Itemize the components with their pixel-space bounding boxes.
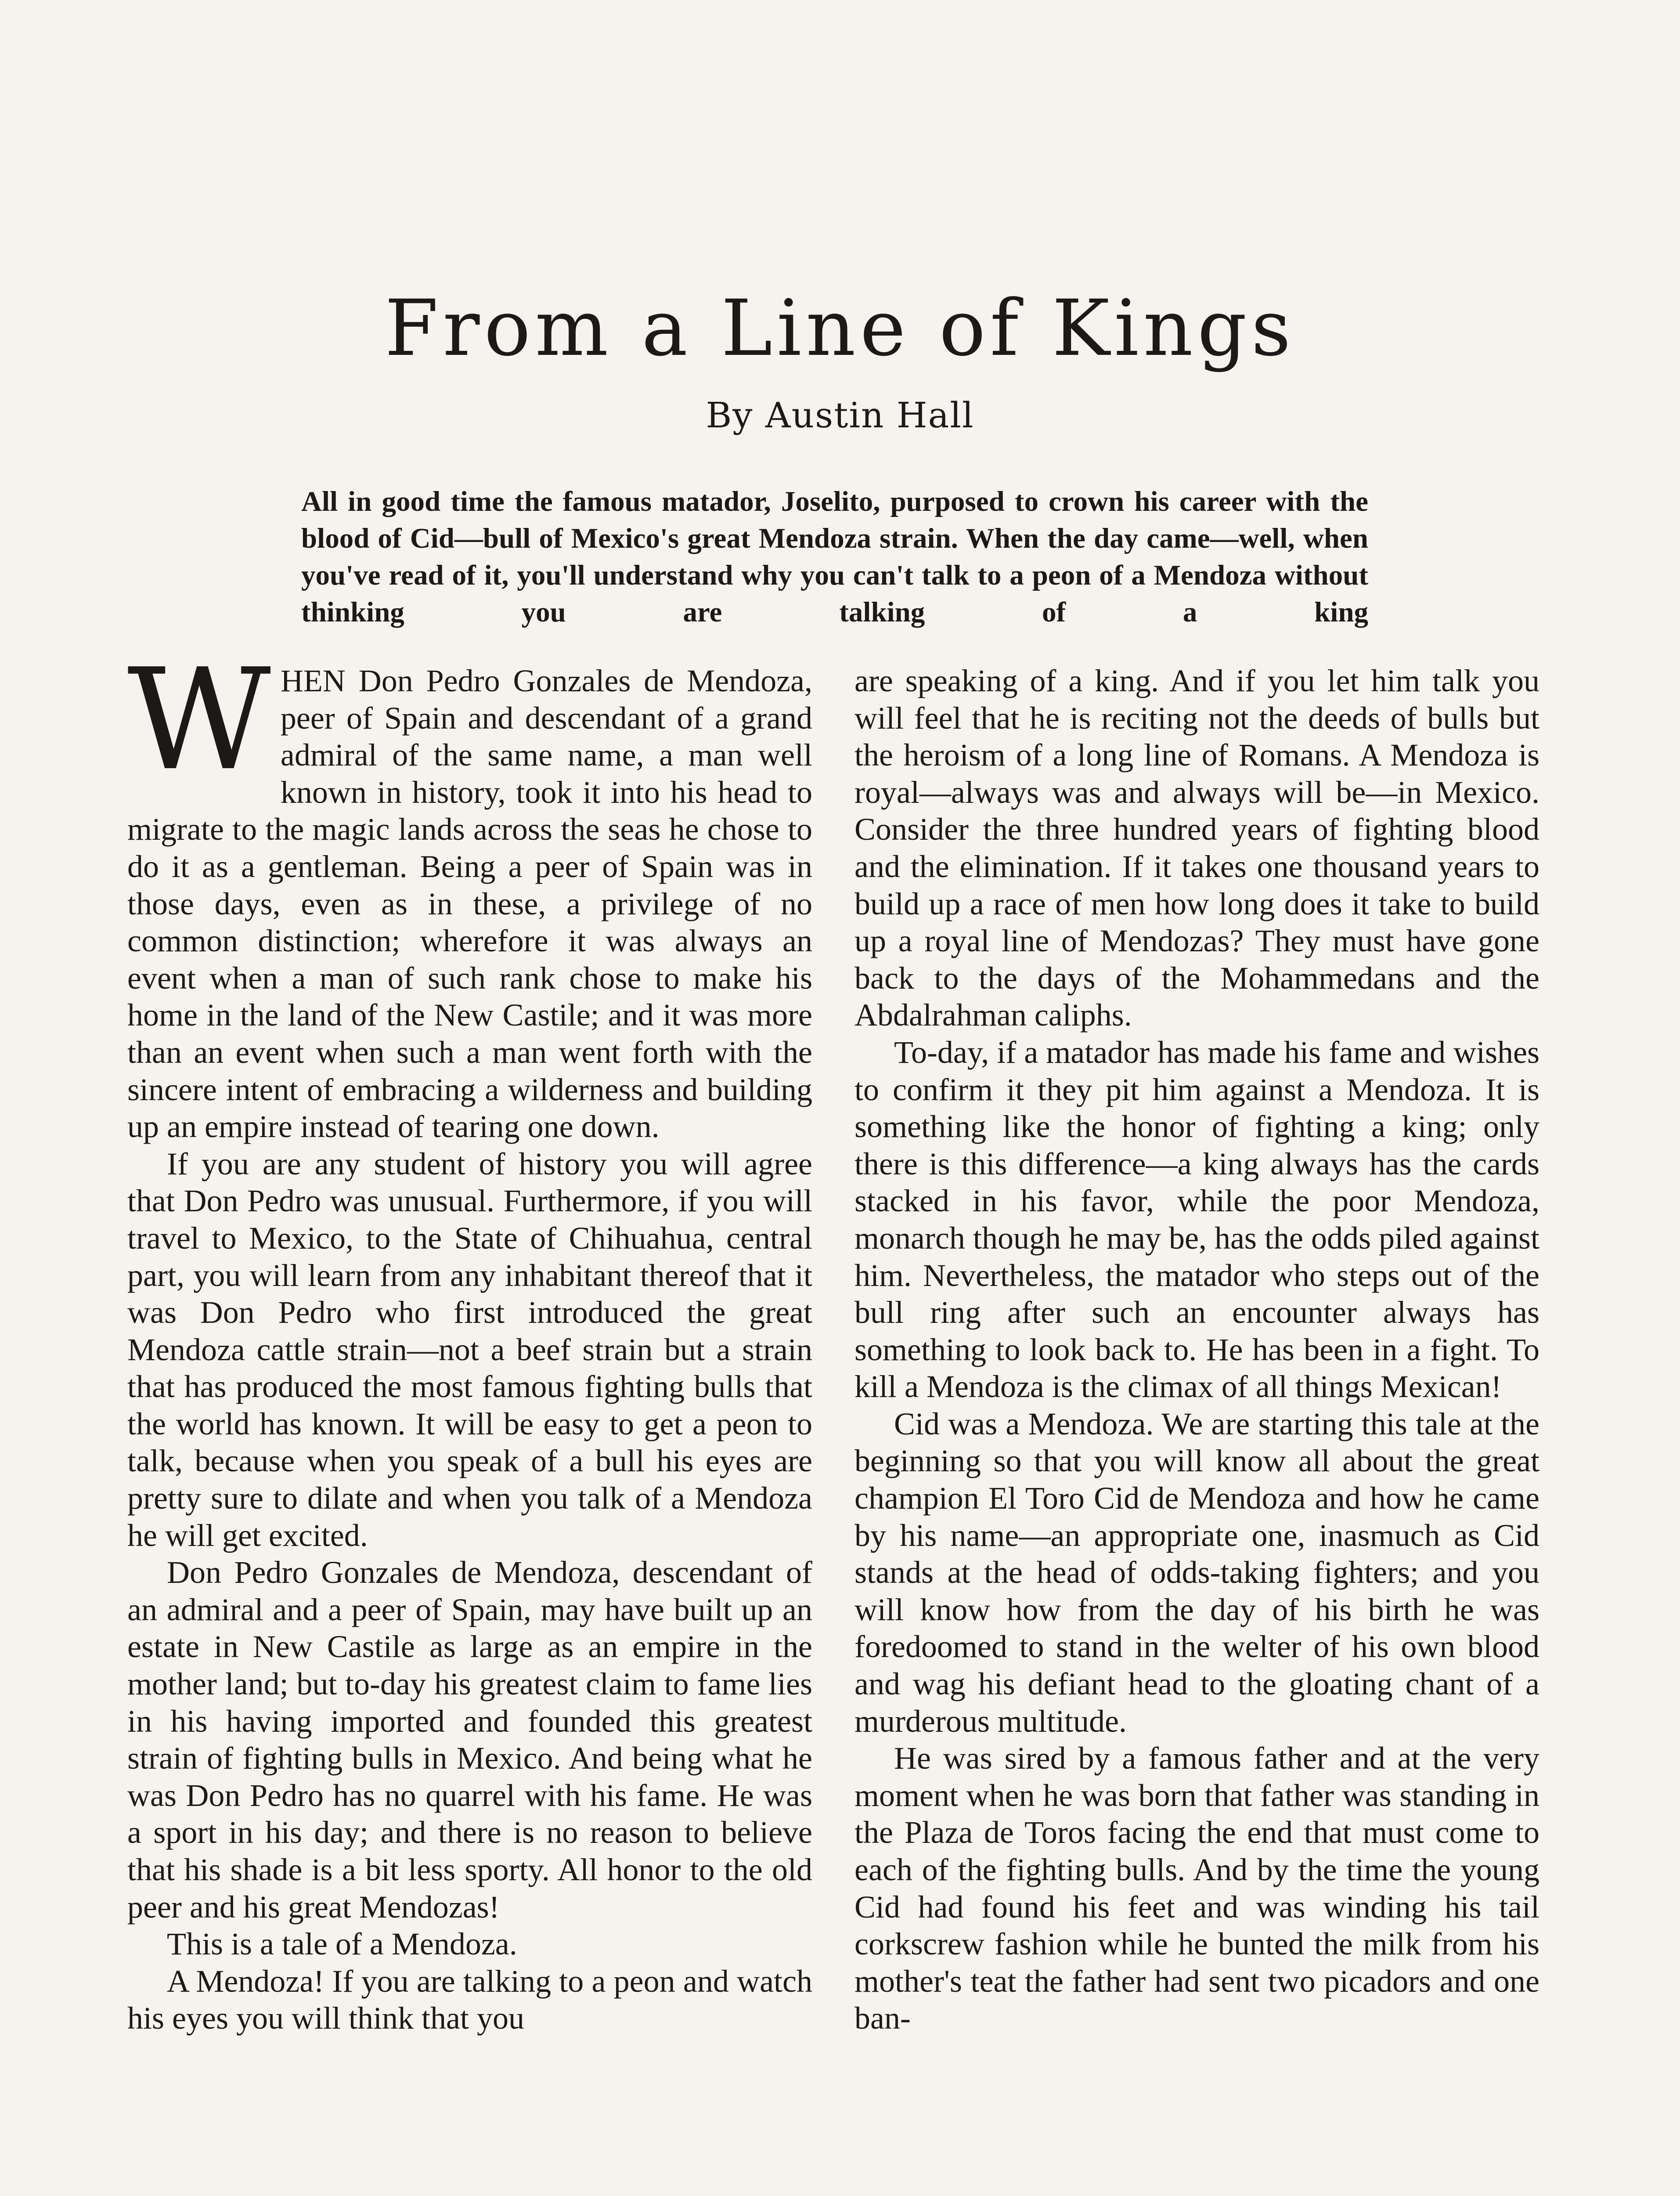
- drop-cap: W: [127, 639, 271, 801]
- right-column: [854, 662, 1539, 2037]
- paragraph: [127, 639, 812, 1145]
- left-column: [127, 639, 812, 2037]
- paragraph: are speaking of a king. And if you let him talk you will feel that he is reciting not the deeds of bulls but the heroism of a long line of Romans. A Mendoza is royal—always was and always will be—in Mexico. Consider the three hundred years of fighting blood and the elimination. If it takes one thousand years to build up a race of men how long does it take to build up a royal line of Mendozas? They must have gone back to the days of the Mohammedans and the Abdalrahman caliphs.: [854, 663, 1539, 1033]
- article-byline: By Austin Hall: [706, 395, 974, 436]
- paragraph: This is a tale of a Mendoza.: [167, 1926, 517, 1962]
- article-title: From a Line of Kings: [385, 283, 1295, 373]
- paragraph: Don Pedro Gonzales de Mendoza, descendant of an admiral and a peer of Spain, may have built up an estate in New Castile as large as an empire in the mother land; but to-day his greatest claim to fame lies in his having imported and founded this greatest strain of fighting bulls in Mexico. And being what he was Don Pedro has no quarrel with his fame. He was a sport in his day; and there is no reason to believe that his shade is a bit less sporty. All honor to the old peer and his great Mendozas!: [127, 1555, 812, 1925]
- paragraph: A Mendoza! If you are talking to a peon and watch his eyes you will think that you: [127, 1963, 812, 2036]
- article-intro: All in good time the famous matador, Joselito, purposed to crown his career with the blood of Cid—bull of Mexico's great Mendoza strain. When the day came—well, when you've read of it, you'll understand why you can't talk to a peon of a Mendoza without thinking you are talking of a king: [301, 486, 1368, 628]
- paragraph-text: HEN Don Pedro Gonzales de Mendoza, peer of Spain and descendant of a grand admiral of the same name, a man well known in history, took it into his head to migrate to the magic lands across the seas he chose to do it as a gentleman. Being a peer of Spain was in those days, even as in these, a privilege of no common distinction; wherefore it was always an event when a man of such rank chose to make his home in the land of the New Castile; and it was more than an event when such a man went forth with the sincere intent of embracing a wilderness and building up an empire instead of tearing one down.: [127, 663, 812, 1145]
- paragraph: Cid was a Mendoza. We are starting this tale at the beginning so that you will know all about the great champion El Toro Cid de Mendoza and how he came by his name—an appropriate one, inasmuch as Cid stands at the head of odds-taking fighters; and you will know how from the day of his birth he was foredoomed to stand in the welter of his own blood and wag his defiant head to the gloating chant of a murderous multitude.: [854, 1406, 1539, 1739]
- paragraph: He was sired by a famous father and at the very moment when he was born that father was standing in the Plaza de Toros facing the end that must come to each of the fighting bulls. And by the time the young Cid had found his feet and was winding his tail corkscrew fashion while he bunted the milk from his mother's teat the father had sent two picadors and one ban-: [854, 1741, 1539, 2036]
- paragraph: If you are any student of history you will agree that Don Pedro was unusual. Furthermore, if you will travel to Mexico, to the State of Chihuahua, central part, you will learn from any inhabitant thereof that it was Don Pedro who first introduced the great Mendoza cattle strain—not a beef strain but a strain that has produced the most famous fighting bulls that the world has known. It will be easy to get a peon to talk, because when you speak of a bull his eyes are pretty sure to dilate and when you talk of a Mendoza he will get excited.: [127, 1146, 812, 1553]
- paragraph: To-day, if a matador has made his fame and wishes to confirm it they pit him against a Mendoza. It is something like the honor of fighting a king; only there is this difference—a king always has the cards stacked in his favor, while the poor Mendoza, monarch though he may be, has the odds piled against him. Nevertheless, the matador who steps out of the bull ring after such an encounter always has something to look back to. He has been in a fight. To kill a Mendoza is the climax of all things Mexican!: [854, 1034, 1539, 1405]
